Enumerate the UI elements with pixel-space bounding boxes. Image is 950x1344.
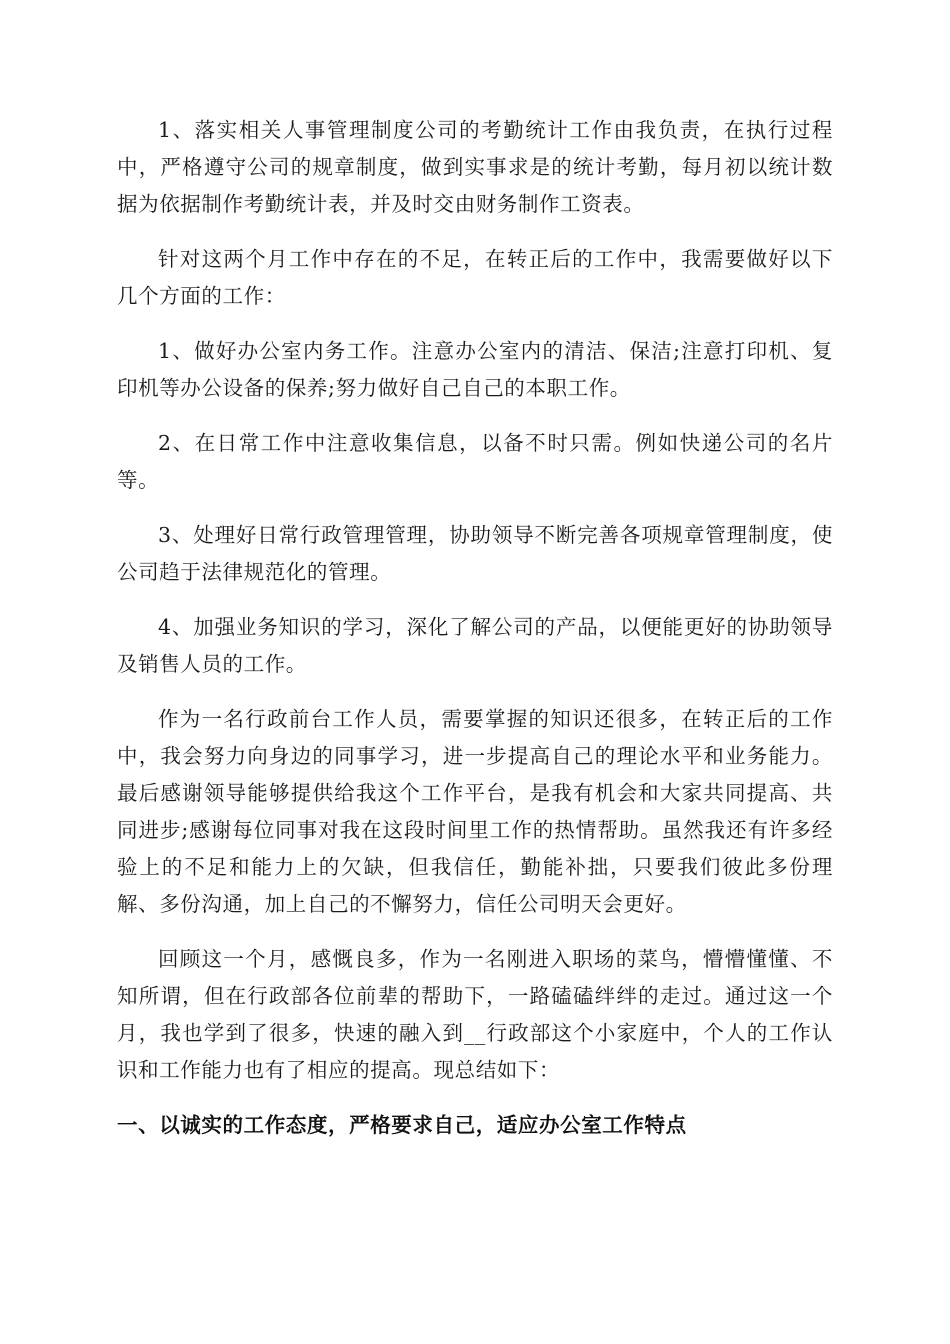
document-body	[117, 112, 833, 1144]
paragraph-item-4: 4、加强业务知识的学习，深化了解公司的产品，以便能更好的协助领导及销售人员的工作。	[117, 615, 833, 676]
paragraph-review: 回顾这一个月，感慨良多，作为一名刚进入职场的菜鸟，懵懵懂懂、不知所谓，但在行政部各位前辈的帮助下，一路磕磕绊绊的走过。通过这一个月，我也学到了很多，快速的融入到__行政部这个小家庭中，个人的工作认识和工作能力也有了相应的提高。现总结如下：	[117, 947, 833, 1082]
paragraph-attendance: 1、落实相关人事管理制度公司的考勤统计工作由我负责，在执行过程中，严格遵守公司的规章制度，做到实事求是的统计考勤，每月初以统计数据为依据制作考勤统计表，并及时交由财务制作工资表。	[117, 118, 833, 216]
paragraph-shortcomings-intro: 针对这两个月工作中存在的不足，在转正后的工作中，我需要做好以下几个方面的工作：	[117, 247, 833, 308]
paragraph-item-2: 2、在日常工作中注意收集信息，以备不时只需。例如快递公司的名片等。	[117, 431, 833, 492]
section-heading: 一、以诚实的工作态度，严格要求自己，适应办公室工作特点	[117, 1113, 687, 1137]
paragraph-item-3: 3、处理好日常行政管理管理，协助领导不断完善各项规章管理制度，使公司趋于法律规范化的管理。	[117, 523, 833, 584]
paragraph-closing: 作为一名行政前台工作人员，需要掌握的知识还很多，在转正后的工作中，我会努力向身边的同事学习，进一步提高自己的理论水平和业务能力。最后感谢领导能够提供给我这个工作平台，是我有机会和大家共同提高、共同进步;感谢每位同事对我在这段时间里工作的热情帮助。虽然我还有许多经验上的不足和能力上的欠缺，但我信任，勤能补拙，只要我们彼此多份理解、多份沟通，加上自己的不懈努力，信任公司明天会更好。	[117, 707, 833, 916]
paragraph-item-1: 1、做好办公室内务工作。注意办公室内的清洁、保洁;注意打印机、复印机等办公设备的保养;努力做好自己自己的本职工作。	[117, 339, 833, 400]
